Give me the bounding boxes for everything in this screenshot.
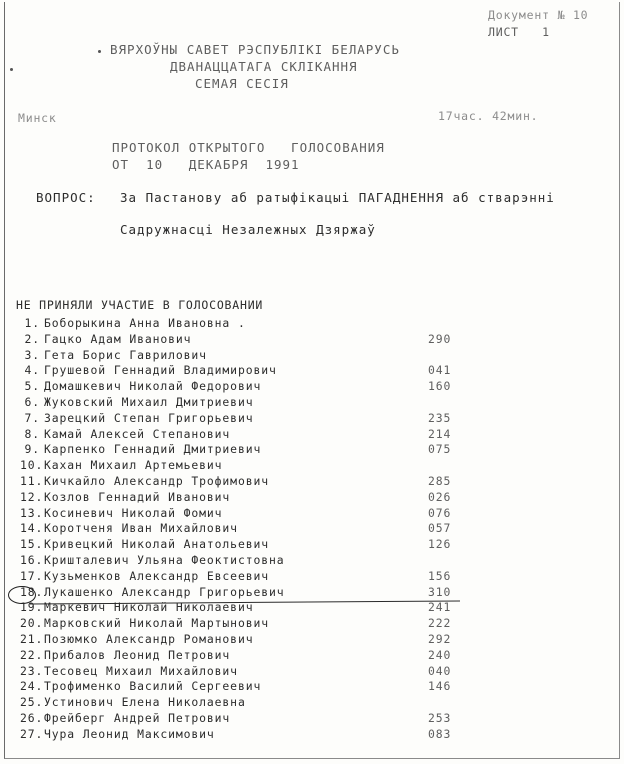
member-row [20,679,470,694]
member-number: 3. [24,347,40,362]
member-seat-code: 075 [428,442,452,457]
member-row [20,316,470,331]
member-number: 16. [20,553,44,567]
question-label: ВОПРОС: [36,190,96,205]
member-number: 6. [24,395,40,409]
member-name: Фрейберг Андрей Петрович [44,711,231,725]
member-number: 8. [24,426,40,441]
member-number: 1. [24,316,40,330]
member-number: 25. [20,695,44,710]
member-seat-code: 240 [428,647,452,662]
handwritten-circle-mark [8,586,36,604]
member-seat-code: 057 [428,521,452,536]
bullet-mark [98,50,101,53]
member-name: Гацко Адам Иванович [44,331,192,346]
member-row [20,474,470,489]
member-row [20,553,470,568]
member-name: Марковский Николай Мартынович [44,616,269,631]
member-seat-code: 290 [428,331,452,346]
member-row [20,632,470,647]
member-number: 27. [20,726,44,741]
section-heading: НЕ ПРИНЯЛИ УЧАСТИЕ В ГОЛОСОВАНИИ [16,298,264,312]
member-row [20,458,470,473]
member-name: Трофименко Василий Сергеевич [44,679,262,694]
member-row [20,521,470,536]
margin-mark [10,68,13,71]
member-name: Лукашенко Александр Григорьевич [44,584,285,599]
member-number: 11. [20,474,44,488]
member-row [20,490,470,505]
member-name: Прибалов Леонид Петрович [44,647,231,662]
member-number: 18. [20,584,44,599]
member-name: Камай Алексей Степанович [44,426,231,441]
member-row [20,363,470,378]
member-seat-code: 235 [428,410,452,425]
sheet-number: ЛИСТ 1 [488,25,550,39]
time: 17час. 42мин. [438,109,539,123]
member-seat-code: 253 [428,711,452,725]
member-row [20,648,470,663]
member-number: 22. [20,647,44,662]
member-seat-code: 041 [428,363,452,378]
member-name: Устинович Елена Николаевна [44,695,246,710]
member-seat-code: 083 [428,726,452,741]
member-name: Козлов Геннадий Иванович [44,489,231,504]
member-seat-code: 241 [428,600,452,615]
member-row [20,569,470,584]
member-name: Маркевич Николай Николаевич [44,600,254,615]
member-name: Чура Леонид Максимович [44,726,215,741]
member-row [20,537,470,552]
member-name: Жуковский Михаил Дмитриевич [44,395,254,409]
org-title: ВЯРХОЎНЫ САВЕТ РЭСПУБЛІКІ БЕЛАРУСЬ [110,42,400,57]
member-number: 9. [24,442,40,457]
member-name: Кахан Михаил Артемьевич [44,458,223,473]
protocol-date: ОТ 10 ДЕКАБРЯ 1991 [112,157,300,172]
member-row [20,506,470,521]
member-row [20,411,470,426]
member-row [20,332,470,347]
member-name: Домашкевич Николай Федорович [44,379,262,394]
member-seat-code: 310 [428,584,452,599]
member-number: 23. [20,663,44,678]
member-number: 17. [20,568,44,583]
member-name: Кришталевич Ульяна Феоктистовна [44,553,285,567]
member-number: 10. [20,458,44,473]
member-seat-code: 292 [428,632,452,646]
city: Минск [18,111,57,125]
member-number: 4. [24,363,40,378]
member-name: Грушевой Геннадий Владимирович [44,363,277,378]
member-number: 7. [24,410,40,425]
member-row [20,695,470,710]
member-seat-code: 222 [428,616,452,631]
member-name: Карпенко Геннадий Дмитриевич [44,442,262,457]
document-number: Документ № 10 [488,8,589,22]
protocol-title: ПРОТОКОЛ ОТКРЫТОГО ГОЛОСОВАНИЯ [112,140,385,155]
member-name: Боборыкина Анна Ивановна . [44,316,246,330]
member-number: 14. [20,521,44,536]
member-seat-code: 026 [428,489,452,504]
member-number: 21. [20,632,44,646]
member-number: 19. [20,600,44,615]
member-row [20,427,470,442]
member-row [20,664,470,679]
member-seat-code: 146 [428,679,452,694]
member-seat-code: 214 [428,426,452,441]
member-seat-code: 160 [428,379,452,394]
member-number: 13. [20,505,44,520]
member-seat-code: 126 [428,537,452,552]
member-row [20,585,470,600]
convocation-line: ДВАНАЦЦАТАГА СКЛІКАННЯ [170,59,358,74]
member-row [20,348,470,363]
member-name: Позюмко Александр Романович [44,632,254,646]
member-number: 26. [20,711,44,725]
member-name: Кузьменков Александр Евсеевич [44,568,269,583]
session-line: СЕМАЯ СЕСІЯ [195,76,289,91]
member-number: 5. [24,379,40,394]
member-seat-code: 076 [428,505,452,520]
member-number: 2. [24,331,40,346]
member-name: Зарецкий Степан Григорьевич [44,410,254,425]
member-name: Тесовец Михаил Михайлович [44,663,238,678]
member-row [20,711,470,726]
member-name: Гета Борис Гаврилович [44,347,207,362]
question-text-continued: Садружнасці Незалежных Дзяржаў [120,222,376,237]
member-name: Коротченя Иван Михайлович [44,521,238,536]
member-number: 15. [20,537,44,552]
member-number: 24. [20,679,44,694]
member-row [20,616,470,631]
member-number: 20. [20,616,44,631]
member-seat-code: 040 [428,663,452,678]
member-name: Косиневич Николай Фомич [44,505,223,520]
member-number: 12. [20,489,44,504]
member-seat-code: 285 [428,474,452,488]
member-row [20,727,470,742]
member-row [20,442,470,457]
member-name: Кривецкий Николай Анатольевич [44,537,269,552]
member-name: Кичкайло Александр Трофимович [44,474,269,488]
question-text: За Пастанову аб ратыфікацыі ПАГАДНЕННЯ аб стварэнні [120,190,555,205]
member-seat-code: 156 [428,568,452,583]
member-row [20,395,470,410]
member-row [20,379,470,394]
